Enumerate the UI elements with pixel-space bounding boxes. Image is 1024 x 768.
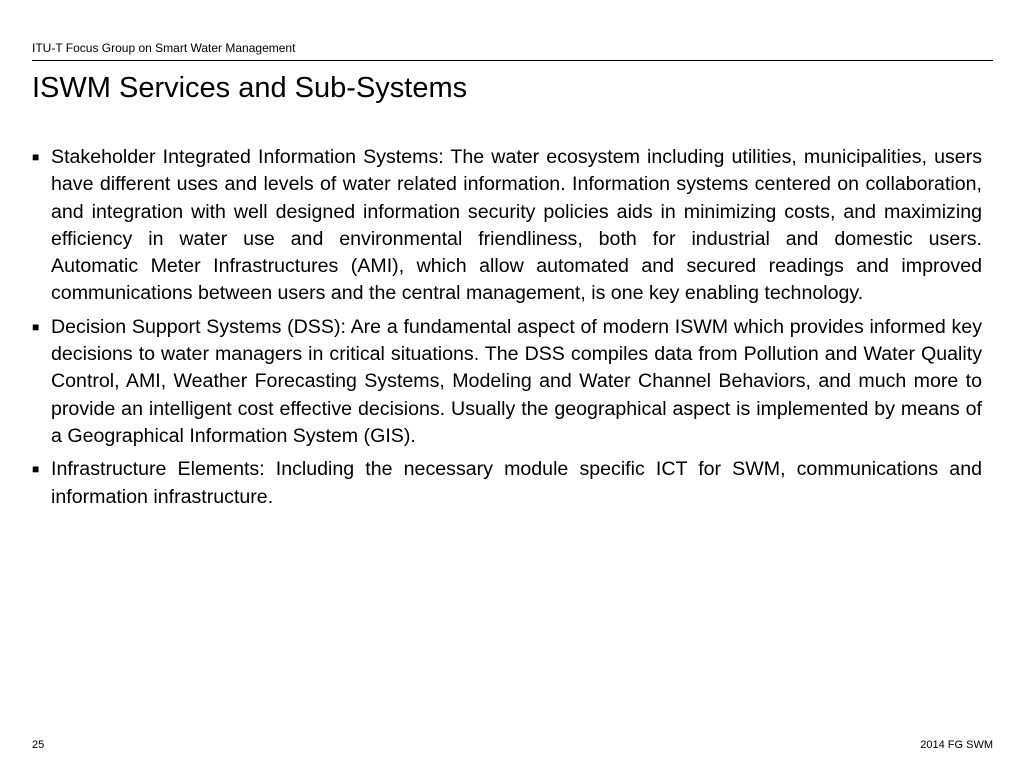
slide-title: ISWM Services and Sub-Systems [32,72,468,104]
bullet-item-infrastructure [32,456,982,511]
bullet-paragraph: Decision Support Systems (DSS): Are a fundamental aspect of modern ISWM which provides informed key decisions to water managers in critical situations. The DSS compiles data from Pollution and Water Quality Control, AMI, Weather Forecasting Systems, Modeling and Water Channel Behaviors, and much more to provide an intelligent cost effective decisions. Usually the geographical aspect is implemented by means of a Geographical Information System (GIS). [51,315,982,447]
footer-label: 2014 FG SWM [920,739,993,751]
bullet-square-icon: ■ [32,462,40,477]
bullet-paragraph: Infrastructure Elements: Including the necessary module specific ICT for SWM, communications and information infrastructure. [51,458,982,508]
page-number: 25 [32,739,45,751]
bullet-square-icon: ■ [32,150,40,164]
header-divider [32,60,993,61]
slide-content [32,144,982,517]
bullet-paragraph: Automatic Meter Infrastructures (AMI), which allow automated and secured readings and improved communications between users and the central management, is one key enabling technology. [51,255,982,305]
bullet-item-decision-support [32,314,982,450]
bullet-paragraph: Stakeholder Integrated Information Systems: The water ecosystem including utilities, municipalities, users have different uses and levels of water related information. Information systems centered on collaboration, and integration with well designed information security policies aids in minimizing costs, and maximizing efficiency in water use and environmental friendliness, both for industrial and domestic users. [51,146,982,250]
bullet-item-stakeholder-systems [32,144,982,308]
header-text: ITU-T Focus Group on Smart Water Management [32,41,296,55]
bullet-square-icon: ■ [32,319,40,334]
